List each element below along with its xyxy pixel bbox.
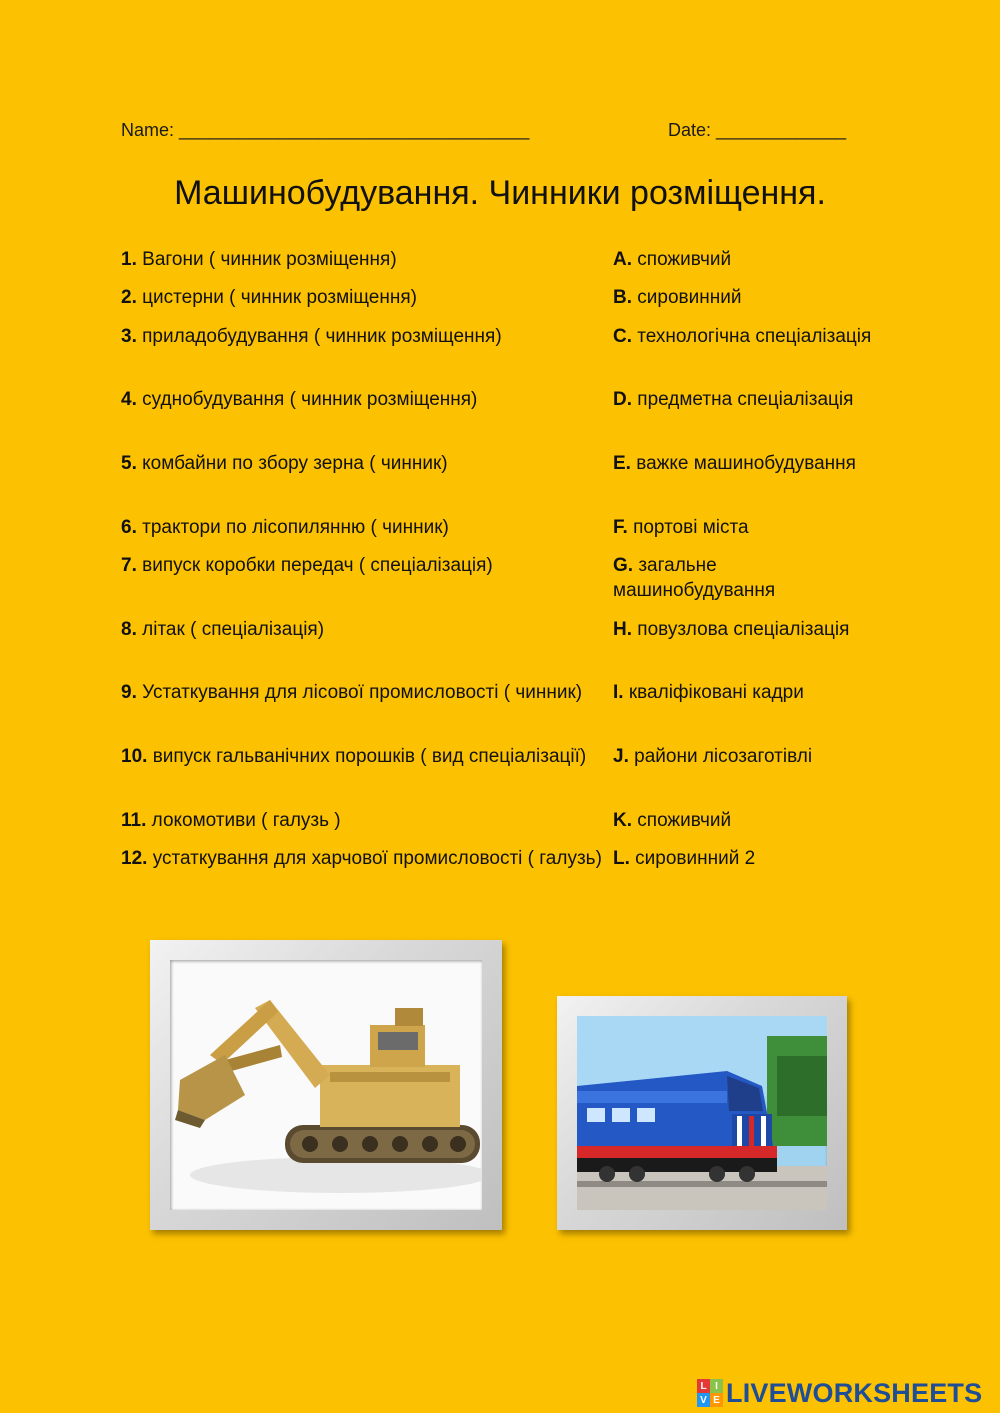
- answer-letter: B.: [613, 287, 632, 308]
- logo-text: LIVEWORKSHEETS: [726, 1377, 983, 1408]
- liveworksheets-logo: [697, 1377, 982, 1409]
- answer-item-d: [613, 387, 873, 412]
- locomotive-icon: [577, 1016, 827, 1210]
- answer-letter: H.: [613, 619, 632, 640]
- question-number: 12.: [121, 848, 148, 869]
- question-item-1: [121, 247, 606, 272]
- answer-item-e: [613, 451, 873, 476]
- answer-letter: D.: [613, 389, 632, 410]
- logo-mark-letter: E: [710, 1393, 723, 1407]
- answer-letter: J.: [613, 746, 629, 767]
- excavator-photo: [170, 960, 482, 1210]
- answer-text: повузлова спеціалізація: [637, 619, 850, 640]
- question-item-11: [121, 808, 606, 833]
- answer-text: райони лісозаготівлі: [634, 746, 813, 767]
- question-number: 10.: [121, 746, 148, 767]
- question-text: локомотиви ( галузь ): [151, 810, 341, 831]
- answer-text: сировинний 2: [635, 848, 756, 869]
- answer-letter: A.: [613, 249, 632, 270]
- question-item-12: [121, 846, 606, 871]
- answer-item-l: [613, 846, 873, 871]
- question-number: 2.: [121, 287, 137, 308]
- question-item-2: [121, 285, 606, 310]
- answer-text: сировинний: [637, 287, 742, 308]
- answer-letter: C.: [613, 326, 632, 347]
- question-item-3: [121, 324, 606, 349]
- answer-item-i: [613, 680, 873, 705]
- question-item-9: [121, 680, 606, 705]
- question-item-8: [121, 617, 606, 642]
- excavator-icon: [170, 960, 482, 1210]
- question-number: 4.: [121, 389, 137, 410]
- answer-item-g: [613, 553, 873, 603]
- answer-letter: K.: [613, 810, 632, 831]
- question-number: 7.: [121, 555, 137, 576]
- question-text: устаткування для харчової промисловості ( галузь): [152, 848, 602, 869]
- answer-item-j: [613, 744, 873, 769]
- answer-text: предметна спеціалізація: [637, 389, 854, 410]
- answer-item-f: [613, 515, 873, 540]
- question-text: суднобудування ( чинник розміщення): [142, 389, 478, 410]
- question-item-10: [121, 744, 606, 769]
- answer-item-c: [613, 324, 873, 349]
- name-field-line: Name: ___________________________________: [121, 120, 530, 140]
- answer-letter: E.: [613, 453, 631, 474]
- answer-text: технологічна спеціалізація: [637, 326, 872, 347]
- question-item-4: [121, 387, 606, 412]
- question-text: випуск коробки передач ( спеціалізація): [142, 555, 493, 576]
- question-item-5: [121, 451, 606, 476]
- answer-letter: F.: [613, 517, 628, 538]
- answer-text: портові міста: [633, 517, 749, 538]
- answer-text: споживчий: [637, 810, 732, 831]
- answer-item-k: [613, 808, 873, 833]
- question-item-6: [121, 515, 606, 540]
- answer-letter: L.: [613, 848, 630, 869]
- question-number: 5.: [121, 453, 137, 474]
- liveworksheets-logo-icon: [697, 1379, 723, 1407]
- question-number: 1.: [121, 249, 137, 270]
- locomotive-picture-frame: [557, 996, 847, 1230]
- logo-mark-letter: V: [697, 1393, 710, 1407]
- answer-item-b: [613, 285, 873, 310]
- answer-letter: I.: [613, 682, 624, 703]
- answer-item-h: [613, 617, 873, 642]
- answer-text: споживчий: [637, 249, 732, 270]
- question-text: Вагони ( чинник розміщення): [142, 249, 397, 270]
- question-text: приладобудування ( чинник розміщення): [142, 326, 502, 347]
- answer-text: загальне машинобудування: [613, 555, 776, 601]
- question-text: цистерни ( чинник розміщення): [142, 287, 417, 308]
- logo-mark-letter: L: [697, 1379, 710, 1393]
- answer-text: важке машинобудування: [636, 453, 856, 474]
- locomotive-photo: [577, 1016, 827, 1210]
- question-number: 11.: [121, 810, 147, 831]
- question-number: 3.: [121, 326, 137, 347]
- excavator-picture-frame: [150, 940, 502, 1230]
- question-item-7: [121, 553, 606, 578]
- question-text: літак ( спеціалізація): [142, 619, 325, 640]
- logo-mark-letter: I: [710, 1379, 723, 1393]
- question-text: Устаткування для лісової промисловості ( чинник): [142, 682, 583, 703]
- date-field-line: Date: _____________: [668, 120, 847, 140]
- question-text: випуск гальванічних порошків ( вид спеціалізації): [152, 746, 587, 767]
- answer-item-a: [613, 247, 873, 272]
- page-title: Машинобудування. Чинники розміщення.: [174, 174, 826, 212]
- question-number: 6.: [121, 517, 137, 538]
- question-number: 9.: [121, 682, 137, 703]
- question-number: 8.: [121, 619, 137, 640]
- question-text: комбайни по збору зерна ( чинник): [142, 453, 448, 474]
- answer-letter: G.: [613, 555, 634, 576]
- answer-text: кваліфіковані кадри: [628, 682, 804, 703]
- question-text: трактори по лісопилянню ( чинник): [142, 517, 449, 538]
